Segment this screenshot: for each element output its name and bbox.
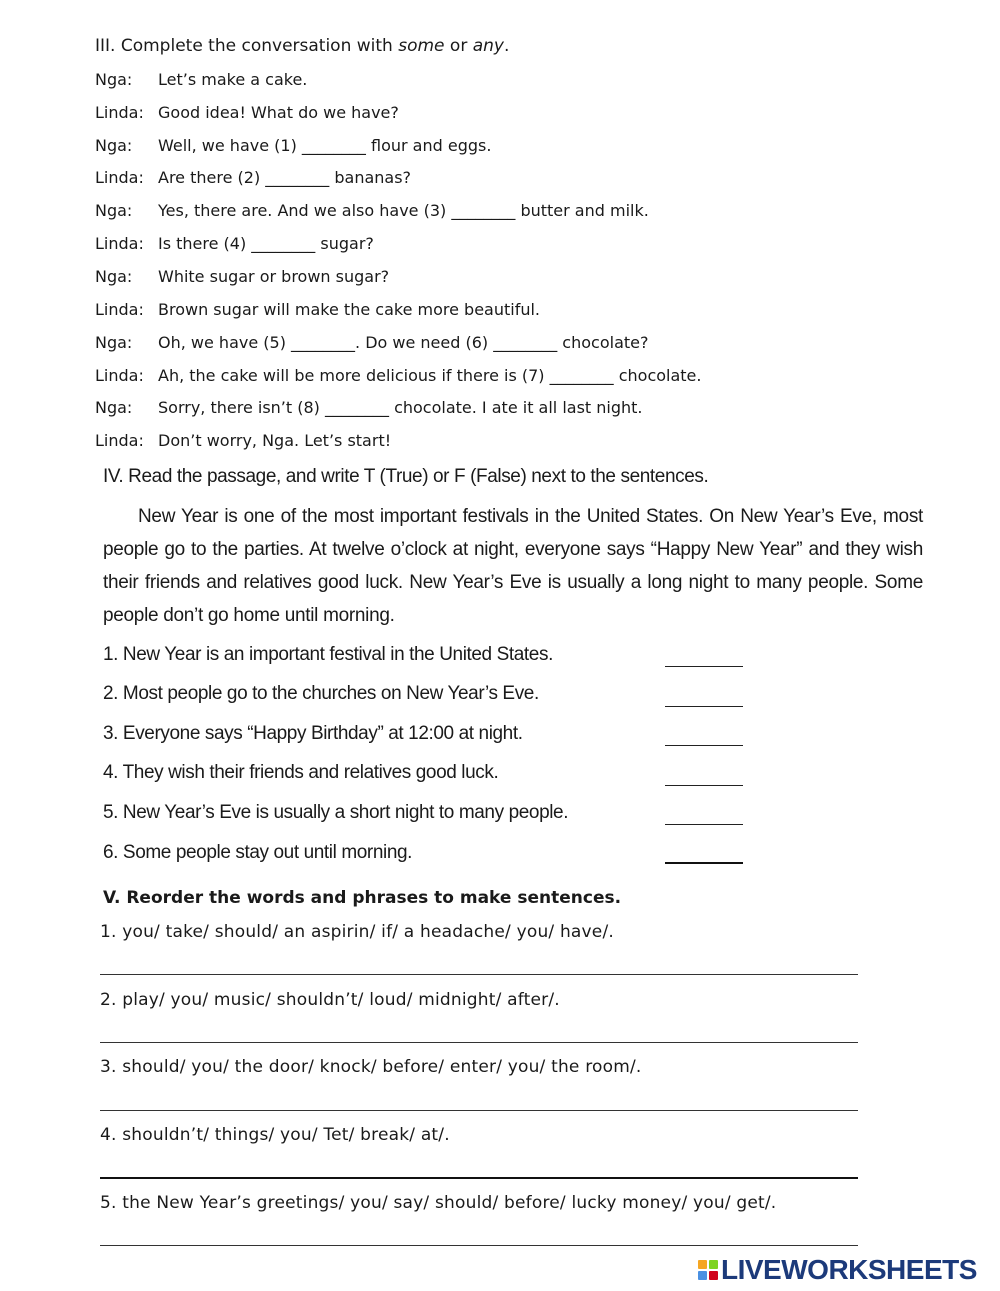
conversation-line: Linda: Brown sugar will make the cake more beautiful. <box>95 300 540 319</box>
answer-line[interactable] <box>100 1245 858 1246</box>
conversation-line: Nga: Sorry, there isn’t (8) ________ chocolate. I ate it all last night. <box>95 398 643 417</box>
logo-text: LIVEWORKSHEETS <box>721 1254 977 1285</box>
section-5-heading: V. Reorder the words and phrases to make sentences. <box>103 888 622 908</box>
reorder-item: 4. shouldn’t/ things/ you/ Tet/ break/ at/. <box>100 1125 450 1145</box>
section-4-heading: IV. Read the passage, and write T (True) or F (False) next to the sentences. <box>103 466 709 487</box>
tf-statement: 6. Some people stay out until morning. <box>103 842 413 863</box>
tf-statement: 4. They wish their friends and relatives good luck. <box>103 762 499 783</box>
tf-statement: 5. New Year’s Eve is usually a short night to many people. <box>103 802 569 823</box>
tf-answer-blank[interactable] <box>665 824 743 825</box>
reading-passage: New Year is one of the most important festivals in the United States. On New Year’s Eve, most people go to the parties. At twelve o’clock at night, everyone says “Happy New Year” and they wish their friends and relatives good luck. New Year’s Eve is usually a long night to many people. Some people don’t go home until morning. <box>103 506 923 626</box>
tf-answer-blank[interactable] <box>665 706 743 707</box>
conversation-line: Linda: Is there (4) ________ sugar? <box>95 234 374 253</box>
tf-statement: 2. Most people go to the churches on New Year’s Eve. <box>103 683 539 704</box>
reorder-item: 3. should/ you/ the door/ knock/ before/ enter/ you/ the room/. <box>100 1057 642 1077</box>
conversation-line: Nga: White sugar or brown sugar? <box>95 267 390 286</box>
reorder-item: 1. you/ take/ should/ an aspirin/ if/ a headache/ you/ have/. <box>100 922 614 942</box>
tf-statement: 3. Everyone says “Happy Birthday” at 12:00 at night. <box>103 723 523 744</box>
conversation-line: Nga: Let’s make a cake. <box>95 70 308 89</box>
tf-answer-blank[interactable] <box>665 862 743 864</box>
reorder-item: 2. play/ you/ music/ shouldn’t/ loud/ midnight/ after/. <box>100 990 560 1010</box>
answer-line[interactable] <box>100 1110 858 1111</box>
conversation-line: Nga: Yes, there are. And we also have (3) ________ butter and milk. <box>95 201 649 220</box>
conversation-line: Nga: Oh, we have (5) ________. Do we need (6) ________ chocolate? <box>95 333 649 352</box>
answer-line[interactable] <box>100 1042 858 1043</box>
conversation-line: Linda: Are there (2) ________ bananas? <box>95 168 412 187</box>
answer-line[interactable] <box>100 1177 858 1179</box>
answer-line[interactable] <box>100 974 858 975</box>
logo-grid-icon <box>698 1260 718 1280</box>
conversation-line: Linda: Good idea! What do we have? <box>95 103 399 122</box>
section-3-heading: III. Complete the conversation with some or any. <box>95 36 510 56</box>
conversation-line: Linda: Ah, the cake will be more delicious if there is (7) ________ chocolate. <box>95 366 702 385</box>
tf-answer-blank[interactable] <box>665 666 743 667</box>
reorder-item: 5. the New Year’s greetings/ you/ say/ should/ before/ lucky money/ you/ get/. <box>100 1193 777 1213</box>
tf-answer-blank[interactable] <box>665 745 743 746</box>
tf-statement: 1. New Year is an important festival in the United States. <box>103 644 553 665</box>
conversation-line: Linda: Don’t worry, Nga. Let’s start! <box>95 431 392 450</box>
tf-answer-blank[interactable] <box>665 785 743 786</box>
conversation-line: Nga: Well, we have (1) ________ flour and eggs. <box>95 136 492 155</box>
liveworksheets-logo <box>698 1255 977 1285</box>
